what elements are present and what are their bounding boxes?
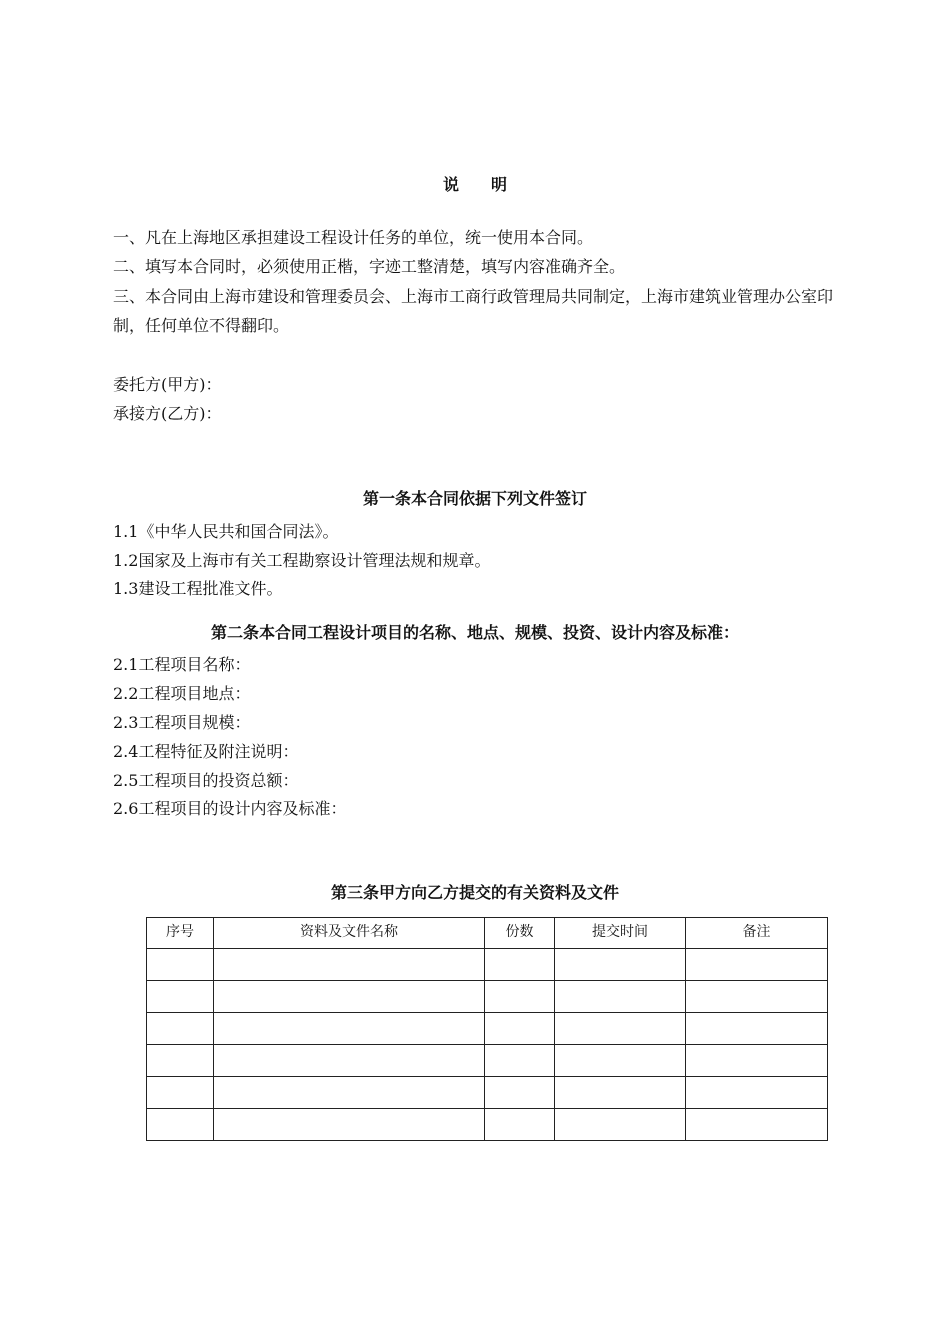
table-cell <box>147 1077 214 1109</box>
column-header-document-name: 资料及文件名称 <box>214 918 485 949</box>
column-header-index: 序号 <box>147 918 214 949</box>
article1-item: 1.2国家及上海市有关工程勘察设计管理法规和规章。 <box>113 551 491 570</box>
table-cell <box>214 1045 485 1077</box>
table-cell <box>485 1109 555 1141</box>
table-cell <box>555 1045 686 1077</box>
note-2: 二、填写本合同时，必须使用正楷，字迹工整清楚，填写内容准确齐全。 <box>113 257 626 276</box>
table-cell <box>555 1109 686 1141</box>
table-cell <box>686 1045 828 1077</box>
note-3: 三、本合同由上海市建设和管理委员会、上海市工商行政管理局共同制定，上海市建筑业管理办公室印制，任何单位不得翻印。 <box>113 287 834 335</box>
table-cell <box>555 1013 686 1045</box>
column-header-submit-time: 提交时间 <box>555 918 686 949</box>
party-a-label: 委托方(甲方)： <box>113 375 222 394</box>
table-cell <box>485 981 555 1013</box>
article2-item: 2.6工程项目的设计内容及标准： <box>113 799 347 818</box>
table-cell <box>214 1109 485 1141</box>
table-cell <box>214 949 485 981</box>
table-header-row <box>147 918 828 949</box>
party-b-label: 承接方(乙方)： <box>113 404 222 423</box>
article1-item: 1.1《中华人民共和国合同法》。 <box>113 522 339 541</box>
table-row <box>147 1077 828 1109</box>
table-cell <box>485 1013 555 1045</box>
table-cell <box>147 1013 214 1045</box>
table-cell <box>485 1077 555 1109</box>
table-cell <box>214 981 485 1013</box>
table-cell <box>147 981 214 1013</box>
table-cell <box>555 1077 686 1109</box>
table-row <box>147 981 828 1013</box>
table-cell <box>147 1109 214 1141</box>
table-cell <box>555 981 686 1013</box>
documents-table <box>146 917 828 1141</box>
article2-heading: 第二条本合同工程设计项目的名称、地点、规模、投资、设计内容及标准： <box>210 623 739 642</box>
article2-item: 2.5工程项目的投资总额： <box>113 771 299 790</box>
article1-item: 1.3建设工程批准文件。 <box>113 579 283 598</box>
table-cell <box>214 1077 485 1109</box>
table-row <box>147 1013 828 1045</box>
article2-item: 2.1工程项目名称： <box>113 655 251 674</box>
page-title: 说 明 <box>442 175 507 194</box>
table-cell <box>147 1045 214 1077</box>
table-cell <box>214 1013 485 1045</box>
table-cell <box>485 949 555 981</box>
table-cell <box>485 1045 555 1077</box>
article3-heading: 第三条甲方向乙方提交的有关资料及文件 <box>330 883 619 902</box>
table-cell <box>555 949 686 981</box>
table-cell <box>686 1013 828 1045</box>
article2-item: 2.4工程特征及附注说明： <box>113 742 299 761</box>
table-cell <box>147 949 214 981</box>
table-row <box>147 1109 828 1141</box>
table-row <box>147 1045 828 1077</box>
table-row <box>147 949 828 981</box>
column-header-copies: 份数 <box>485 918 555 949</box>
table-cell <box>686 981 828 1013</box>
table-cell <box>686 1077 828 1109</box>
table-cell <box>686 1109 828 1141</box>
table-cell <box>686 949 828 981</box>
article2-item: 2.2工程项目地点： <box>113 684 251 703</box>
column-header-remarks: 备注 <box>686 918 828 949</box>
note-1: 一、凡在上海地区承担建设工程设计任务的单位，统一使用本合同。 <box>113 228 594 247</box>
article1-heading: 第一条本合同依据下列文件签订 <box>362 489 587 508</box>
article2-item: 2.3工程项目规模： <box>113 713 251 732</box>
